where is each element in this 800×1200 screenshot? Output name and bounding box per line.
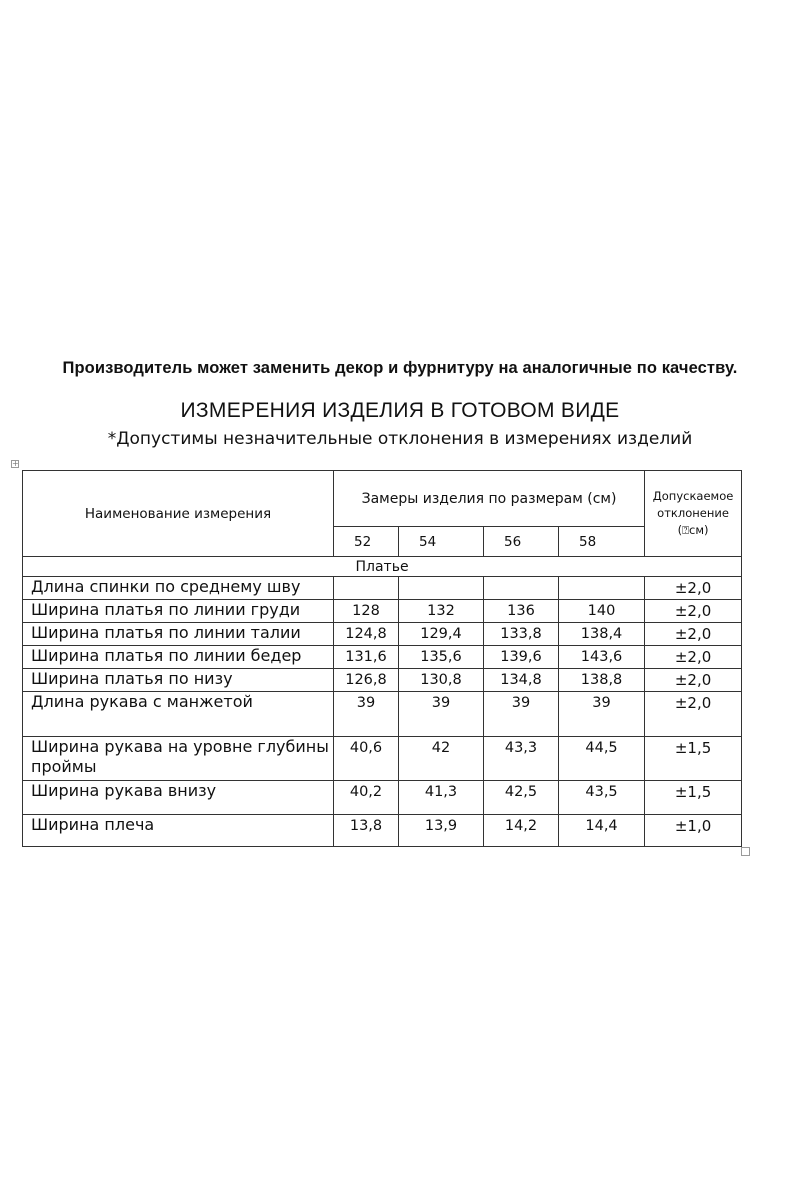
row-deviation: ±2,0	[645, 646, 742, 669]
table-row	[23, 692, 742, 737]
table-row	[23, 737, 742, 781]
table-section-row	[23, 557, 742, 577]
row-name: Ширина платья по низу	[23, 669, 334, 692]
row-value-58: 140	[559, 600, 645, 623]
row-deviation: ±2,0	[645, 577, 742, 600]
row-name: Длина спинки по среднему шву	[23, 577, 334, 600]
row-name: Длина рукава с манжетой	[23, 692, 334, 737]
row-value-58: 44,5	[559, 737, 645, 781]
row-value-54: 135,6	[399, 646, 484, 669]
row-deviation: ±2,0	[645, 623, 742, 646]
table-row	[23, 781, 742, 815]
size-54: 54	[399, 527, 484, 557]
table-row	[23, 577, 742, 600]
row-name: Ширина платья по линии талии	[23, 623, 334, 646]
header-deviation-line3: (⍰см)	[677, 523, 709, 537]
row-value-56: 139,6	[484, 646, 559, 669]
row-value-52: 128	[334, 600, 399, 623]
header-deviation-line1: Допускаемое	[652, 489, 734, 503]
row-name: Ширина платья по линии бедер	[23, 646, 334, 669]
row-value-52: 124,8	[334, 623, 399, 646]
row-value-52	[334, 577, 399, 600]
row-value-56: 42,5	[484, 781, 559, 815]
row-value-54	[399, 577, 484, 600]
row-value-54: 129,4	[399, 623, 484, 646]
row-value-52: 39	[334, 692, 399, 737]
size-52: 52	[334, 527, 399, 557]
row-value-54: 42	[399, 737, 484, 781]
table-row	[23, 646, 742, 669]
header-deviation-line2: отклонение	[657, 506, 729, 520]
row-value-58: 39	[559, 692, 645, 737]
row-value-56: 136	[484, 600, 559, 623]
row-value-58: 143,6	[559, 646, 645, 669]
row-value-56: 134,8	[484, 669, 559, 692]
manufacturer-notice: Производитель может заменить декор и фурнитуру на аналогичные по качеству.	[62, 359, 738, 377]
header-deviation	[645, 471, 742, 557]
page-title: ИЗМЕРЕНИЯ ИЗДЕЛИЯ В ГОТОВОМ ВИДЕ	[180, 399, 620, 422]
row-value-52: 131,6	[334, 646, 399, 669]
row-value-58: 14,4	[559, 815, 645, 847]
row-value-58	[559, 577, 645, 600]
row-deviation: ±2,0	[645, 692, 742, 737]
size-58: 58	[559, 527, 645, 557]
table-row	[23, 815, 742, 847]
row-value-54: 130,8	[399, 669, 484, 692]
header-measurement-name: Наименование измерения	[23, 471, 334, 557]
row-value-54: 39	[399, 692, 484, 737]
row-value-58: 43,5	[559, 781, 645, 815]
row-value-56: 133,8	[484, 623, 559, 646]
row-deviation: ±1,5	[645, 737, 742, 781]
row-deviation: ±1,0	[645, 815, 742, 847]
size-56: 56	[484, 527, 559, 557]
row-value-54: 132	[399, 600, 484, 623]
table-resize-handle-icon[interactable]	[741, 847, 750, 856]
table-row	[23, 623, 742, 646]
table-row	[23, 669, 742, 692]
measurements-table	[22, 470, 742, 847]
row-deviation: ±1,5	[645, 781, 742, 815]
page-subtitle: *Допустимы незначительные отклонения в измерениях изделий	[107, 429, 693, 449]
row-value-54: 13,9	[399, 815, 484, 847]
row-value-58: 138,4	[559, 623, 645, 646]
row-value-56	[484, 577, 559, 600]
row-value-52: 126,8	[334, 669, 399, 692]
row-name: Ширина плеча	[23, 815, 334, 847]
table-move-handle-icon[interactable]: +	[12, 459, 19, 468]
row-deviation: ±2,0	[645, 600, 742, 623]
row-name: Ширина платья по линии груди	[23, 600, 334, 623]
table-header-row	[23, 471, 742, 527]
row-value-52: 40,2	[334, 781, 399, 815]
table-row	[23, 600, 742, 623]
section-title: Платье	[23, 557, 742, 577]
row-value-56: 14,2	[484, 815, 559, 847]
row-value-58: 138,8	[559, 669, 645, 692]
row-value-52: 40,6	[334, 737, 399, 781]
row-value-52: 13,8	[334, 815, 399, 847]
row-name: Ширина рукава внизу	[23, 781, 334, 815]
row-deviation: ±2,0	[645, 669, 742, 692]
row-value-56: 39	[484, 692, 559, 737]
header-sizes: Замеры изделия по размерам (см)	[334, 471, 645, 527]
row-value-56: 43,3	[484, 737, 559, 781]
row-name: Ширина рукава на уровне глубины проймы	[23, 737, 334, 781]
row-value-54: 41,3	[399, 781, 484, 815]
